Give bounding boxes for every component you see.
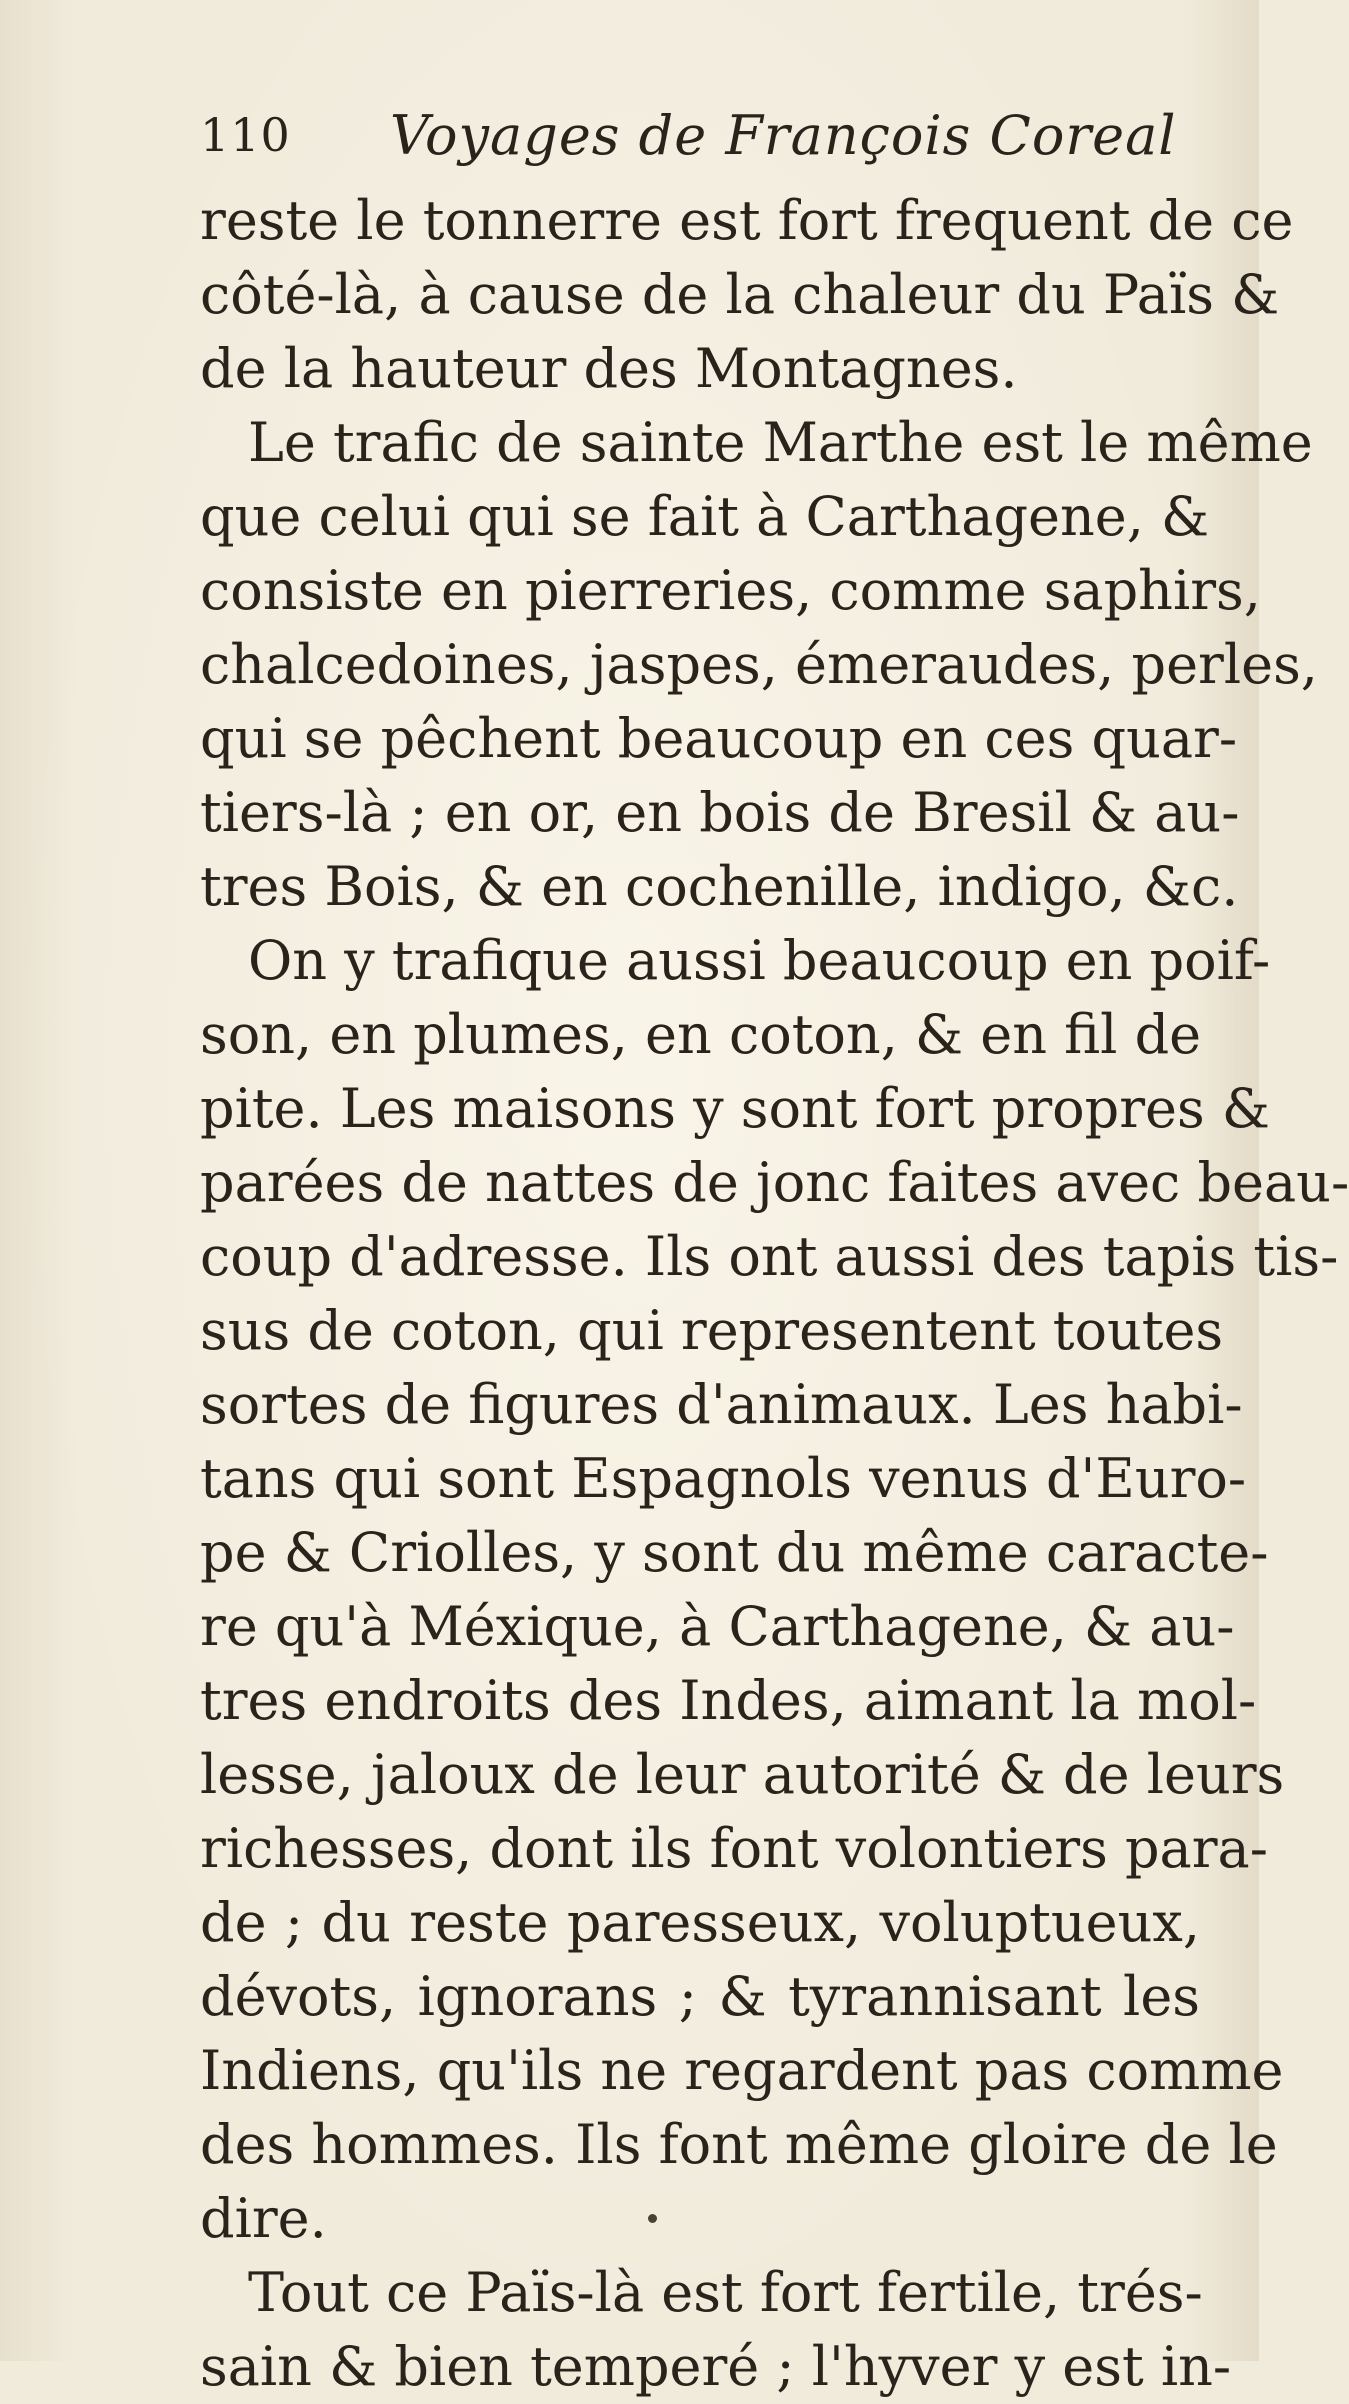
text-line: de la hauteur des Montagnes. bbox=[200, 337, 1018, 400]
text-line: de ; du reste paresseux, voluptueux, bbox=[200, 1891, 1200, 1954]
text-line: re qu'à Méxique, à Carthagene, & au- bbox=[200, 1595, 1235, 1658]
text-line: dévots, ignorans ; & tyrannisant les bbox=[200, 1965, 1200, 2028]
text-line: Tout ce Païs-là est fort fertile, trés- bbox=[248, 2261, 1203, 2324]
body-text bbox=[200, 184, 1349, 2404]
text-line: sortes de figures d'animaux. Les habi- bbox=[200, 1373, 1243, 1436]
page-number: 110 bbox=[200, 108, 291, 162]
text-line: lesse, jaloux de leur autorité & de leurs bbox=[200, 1743, 1285, 1806]
text-line: qui se pêchent beaucoup en ces quar- bbox=[200, 707, 1238, 770]
text-line: sus de coton, qui representent toutes bbox=[200, 1299, 1224, 1362]
text-line: des hommes. Ils font même gloire de le bbox=[200, 2113, 1278, 2176]
text-line: pe & Criolles, y sont du même caracte- bbox=[200, 1521, 1269, 1584]
text-line: Le trafic de sainte Marthe est le même bbox=[248, 411, 1313, 474]
text-line: parées de nattes de jonc faites avec beau- bbox=[200, 1151, 1349, 1214]
text-line: chalcedoines, jaspes, émeraudes, perles, bbox=[200, 633, 1318, 696]
text-line: On y trafique aussi beaucoup en poif- bbox=[248, 929, 1271, 992]
text-line: consiste en pierreries, comme saphirs, bbox=[200, 559, 1261, 622]
text-line: pite. Les maisons y sont fort propres & bbox=[200, 1077, 1270, 1140]
text-line: dire. bbox=[200, 2187, 327, 2250]
text-line: tres Bois, & en cochenille, indigo, &c. bbox=[200, 855, 1239, 918]
text-line: sain & bien temperé ; l'hyver y est in- bbox=[200, 2335, 1232, 2398]
text-line: richesses, dont ils font volontiers para- bbox=[200, 1817, 1268, 1880]
ink-dot bbox=[648, 2214, 657, 2223]
text-line: reste le tonnerre est fort frequent de ce bbox=[200, 189, 1294, 252]
running-title: Voyages de François Coreal bbox=[390, 104, 1177, 167]
text-line: tans qui sont Espagnols venus d'Euro- bbox=[200, 1447, 1247, 1510]
text-line: côté-là, à cause de la chaleur du Païs & bbox=[200, 263, 1280, 326]
text-line: coup d'adresse. Ils ont aussi des tapis tis- bbox=[200, 1225, 1339, 1288]
page-header bbox=[200, 104, 1199, 178]
text-line: que celui qui se fait à Carthagene, & bbox=[200, 485, 1210, 548]
text-line: tres endroits des Indes, aimant la mol- bbox=[200, 1669, 1257, 1732]
text-line: son, en plumes, en coton, & en fil de bbox=[200, 1003, 1202, 1066]
text-line: tiers-là ; en or, en bois de Bresil & au- bbox=[200, 781, 1240, 844]
text-line: Indiens, qu'ils ne regardent pas comme bbox=[200, 2039, 1284, 2102]
